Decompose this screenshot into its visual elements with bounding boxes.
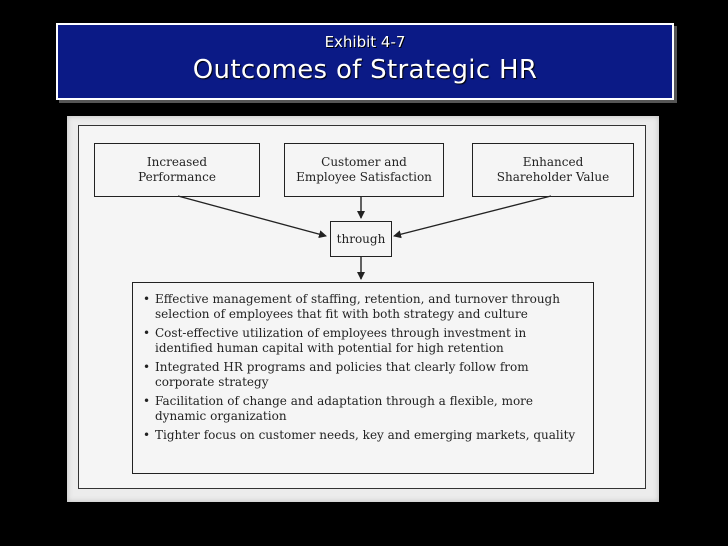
slide-title: Outcomes of Strategic HR <box>192 55 538 85</box>
outcome-change-adaptation: • Facilitation of change and adaptation through a flexible, more dynamic organization <box>143 394 587 424</box>
customer-employee-satisfaction-box: Customer and Employee Satisfaction <box>284 143 444 197</box>
increased-performance-box: Increased Performance <box>94 143 260 197</box>
through-box: through <box>330 221 392 257</box>
outcome-utilization: • Cost-effective utilization of employees through investment in identified human capital with potential for high retention <box>143 326 587 356</box>
exhibit-label: Exhibit 4-7 <box>324 33 406 51</box>
enhanced-shareholder-value-box: Enhanced Shareholder Value <box>472 143 634 197</box>
outcomes-box <box>132 282 594 474</box>
outcome-customer-focus: • Tighter focus on customer needs, key and emerging markets, quality <box>143 428 587 443</box>
arrow-right <box>394 196 551 236</box>
outcome-staffing: • Effective management of staffing, retention, and turnover through selection of employees that fit with both strategy and culture <box>143 292 587 322</box>
arrow-left <box>178 196 326 236</box>
outcomes-list <box>143 292 587 443</box>
outcome-integrated-programs: • Integrated HR programs and policies that clearly follow from corporate strategy <box>143 360 587 390</box>
